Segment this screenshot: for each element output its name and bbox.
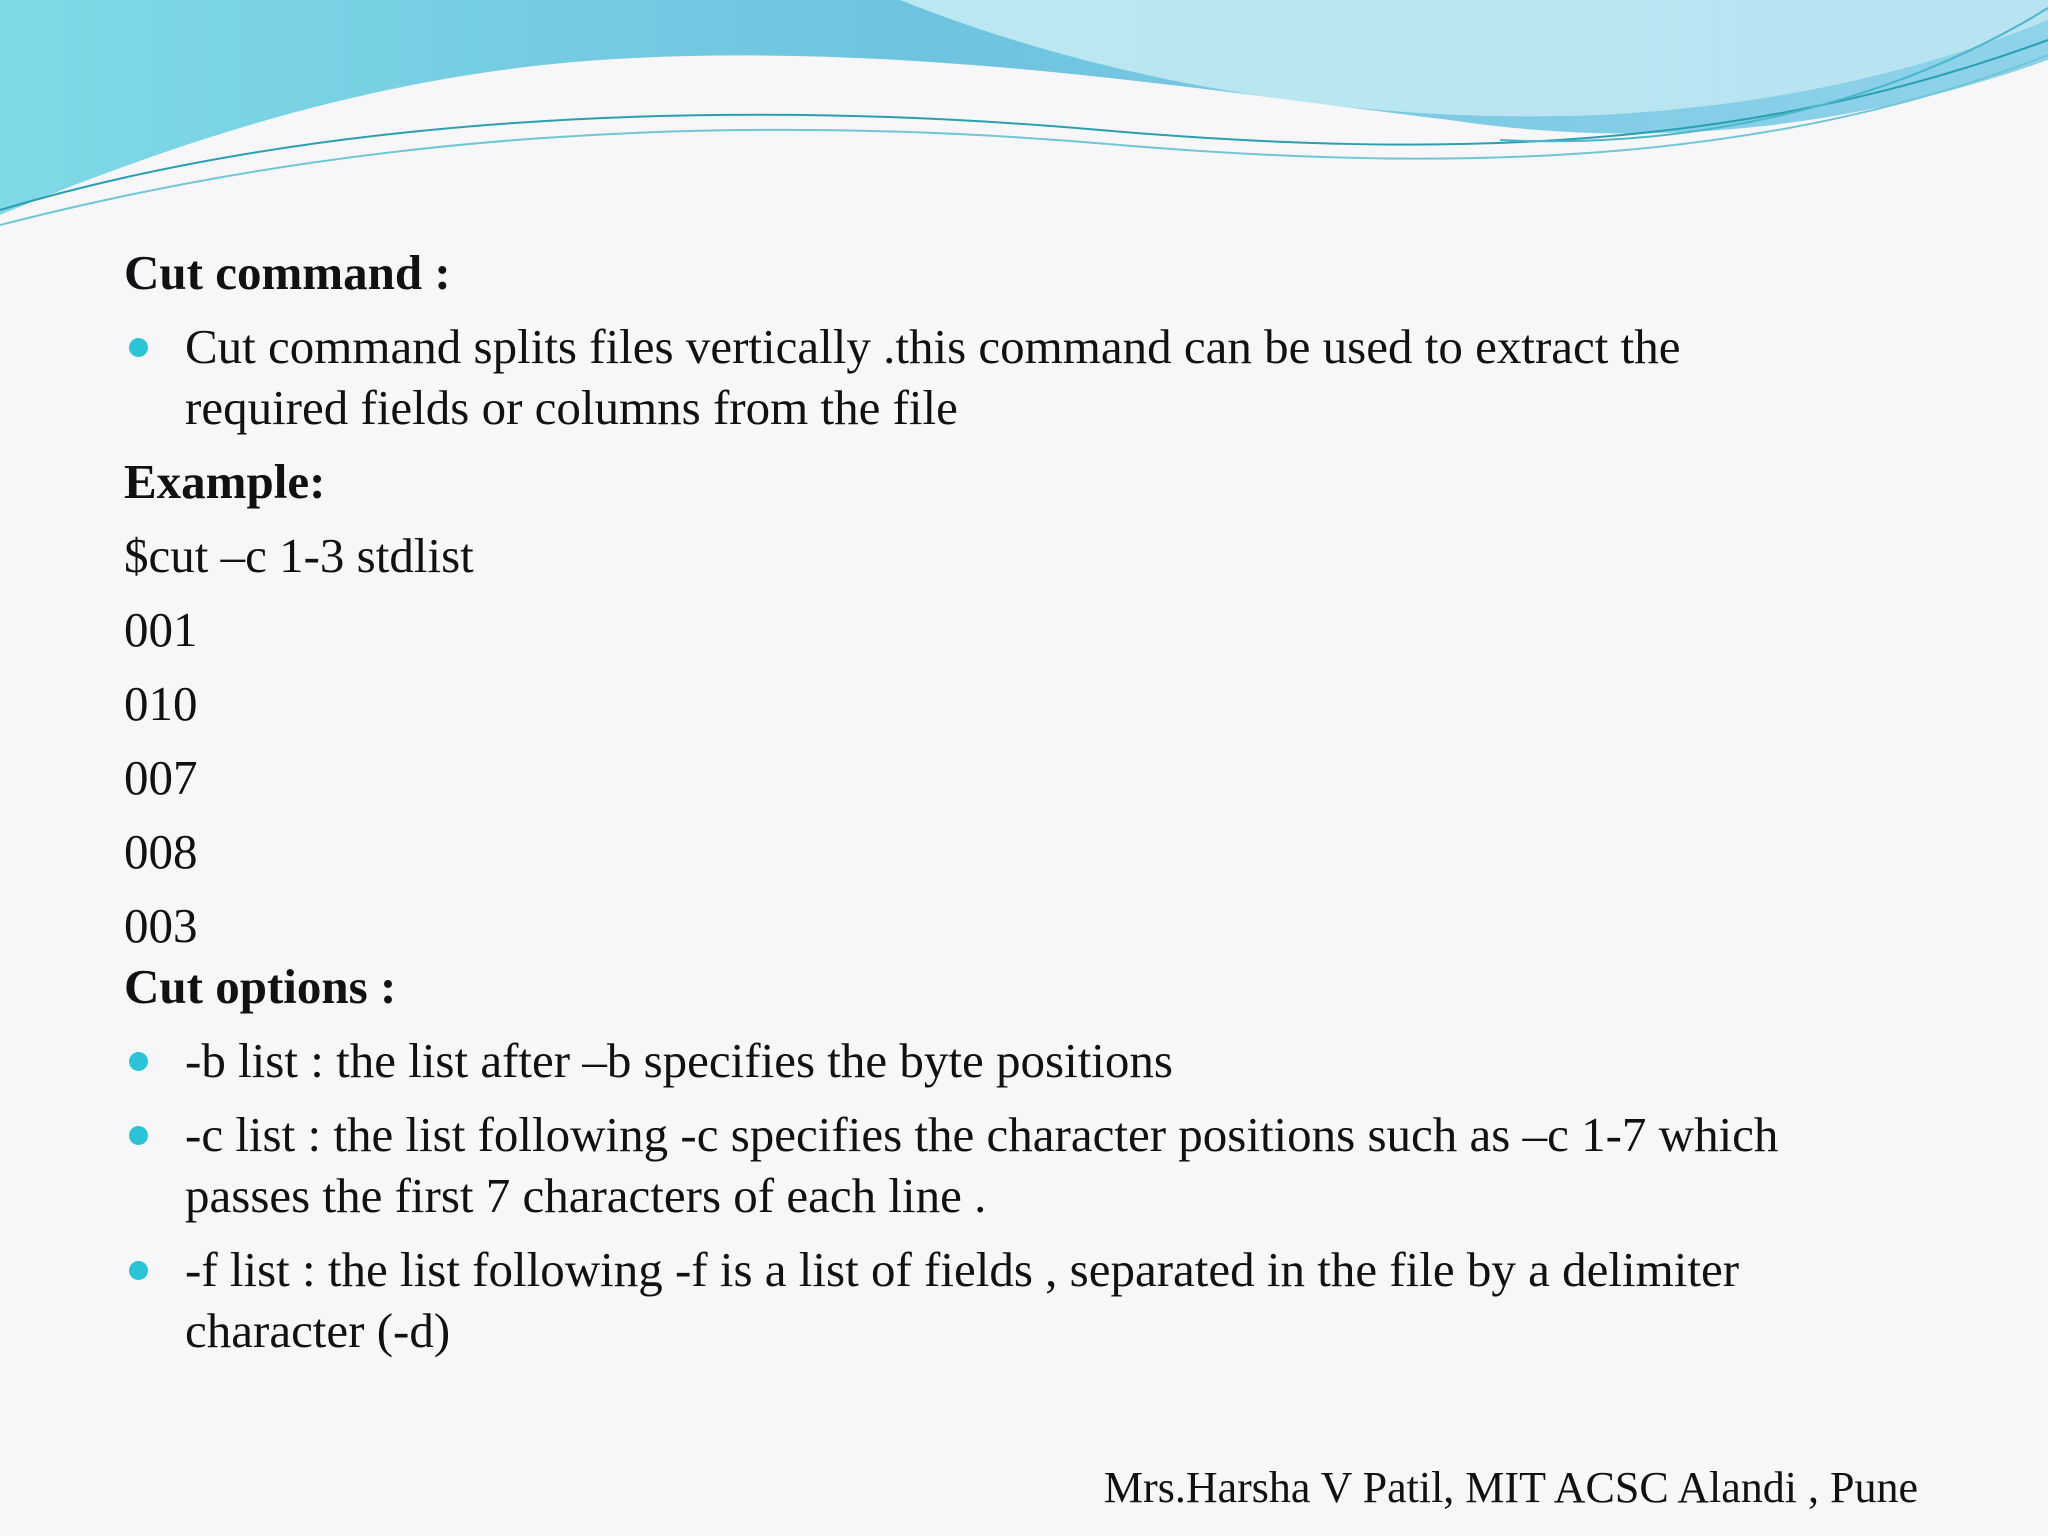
- bullet-dot-icon: [129, 1052, 148, 1071]
- heading-cut-command: Cut command :: [124, 245, 451, 300]
- slide-content: [124, 242, 1984, 1374]
- example-output-line: 003: [124, 898, 198, 953]
- heading-example: Example:: [124, 454, 326, 509]
- bullet-dot-icon: [129, 338, 148, 357]
- bullet-cut-description: [124, 316, 1984, 438]
- bullet-option-b: [124, 1030, 1984, 1091]
- example-output-line: 001: [124, 602, 198, 657]
- option-text-line1: -f list : the list following -f is a list of fields , separated in the file by a delimiter: [185, 1242, 1740, 1297]
- option-text-line1: -c list : the list following -c specifies the character positions such as –c 1-7 which: [185, 1107, 1779, 1162]
- example-output-line: 010: [124, 676, 198, 731]
- example-output-line: 007: [124, 750, 198, 805]
- heading-cut-options: Cut options :: [124, 959, 397, 1014]
- header-wave-decoration: [0, 0, 2048, 240]
- bullet-text-line2: required fields or columns from the file: [185, 380, 958, 435]
- bullet-dot-icon: [129, 1261, 148, 1280]
- option-text-line1: -b list : the list after –b specifies the byte positions: [185, 1033, 1173, 1088]
- bullet-text-line1: Cut command splits files vertically .this command can be used to extract the: [185, 319, 1681, 374]
- option-text-line2: character (-d): [185, 1303, 451, 1358]
- bullet-dot-icon: [129, 1126, 148, 1145]
- bullet-option-f: [124, 1239, 1984, 1361]
- option-text-line2: passes the first 7 characters of each line .: [185, 1168, 987, 1223]
- example-command-line: $cut –c 1-3 stdlist: [124, 528, 474, 583]
- footer-author-credit: Mrs.Harsha V Patil, MIT ACSC Alandi , Pune: [1103, 1463, 1918, 1512]
- example-output-line: 008: [124, 824, 198, 879]
- bullet-option-c: [124, 1104, 1984, 1226]
